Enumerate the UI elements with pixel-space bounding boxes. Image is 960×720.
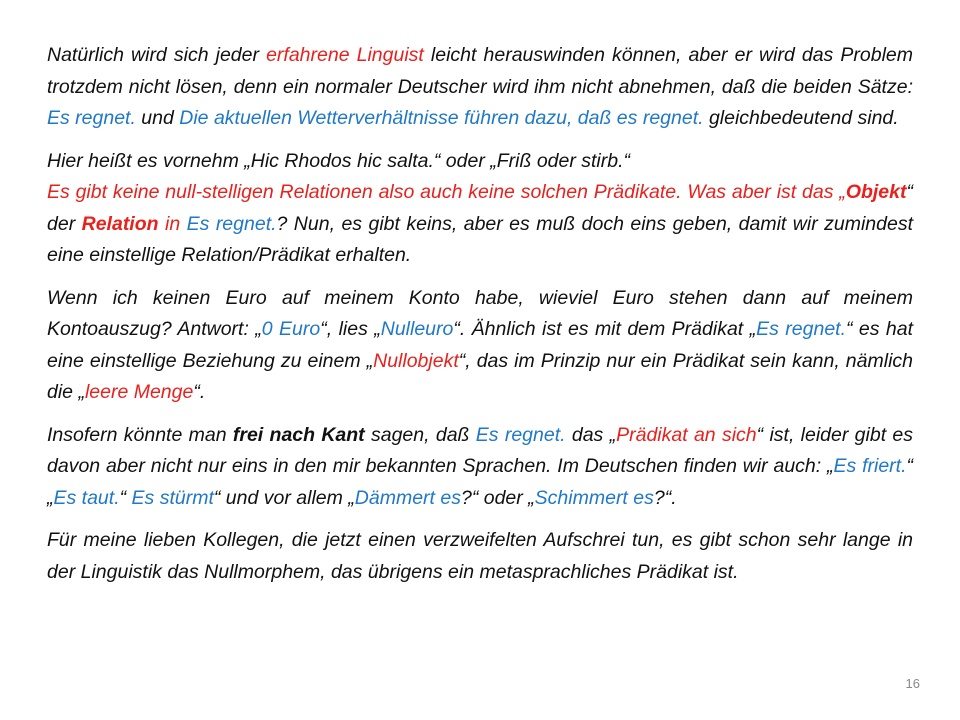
example-sentence: Es taut. bbox=[53, 486, 120, 509]
text-span: “ und vor allem „ bbox=[213, 486, 355, 509]
example-sentence: Nulleuro bbox=[380, 318, 454, 340]
text-span: “ es hat eine einstellige Beziehung zu einem „ bbox=[47, 318, 914, 372]
text-span: gleichbedeutend sind. bbox=[703, 107, 899, 129]
text-span: “ ist, leider gibt es davon aber nicht nur eins in den mir bekannten Sprachen. Im Deutschen finden wir auch: „ bbox=[47, 423, 914, 477]
paragraph-6 bbox=[47, 525, 913, 588]
text-span: Natürlich wird sich jeder bbox=[47, 44, 267, 66]
text-span: ?“ oder „ bbox=[460, 486, 535, 509]
text-span: Wenn ich keinen Euro auf meinem Konto habe, wieviel Euro stehen dann auf meinem Kontoauszug? Antwort: „ bbox=[47, 286, 913, 340]
highlight-red: in bbox=[158, 212, 187, 235]
text-span: ?“. bbox=[653, 486, 677, 509]
paragraph-1 bbox=[47, 40, 913, 135]
example-sentence: Es regnet. bbox=[475, 423, 566, 446]
text-span: Für meine lieben Kollegen, die jetzt einen verzweifelten Aufschrei tun, es gibt schon sehr lange in der Linguistik das Nullmorphem, das übrigens ein metasprachliches Prädikat ist. bbox=[47, 529, 913, 583]
paragraph-3 bbox=[47, 177, 913, 272]
highlight-red: Es gibt keine null-stelligen Relationen also auch keine solchen Prädikate. Was aber ist das „ bbox=[47, 181, 846, 203]
highlight-red: leere Menge bbox=[84, 381, 194, 403]
example-sentence: 0 Euro bbox=[261, 318, 321, 340]
example-sentence: Es regnet. bbox=[186, 212, 277, 235]
example-sentence: Es regnet. bbox=[756, 318, 846, 340]
highlight-red-bold: Objekt bbox=[845, 181, 907, 203]
text-span: und bbox=[135, 107, 180, 129]
text-span: Insofern könnte man bbox=[47, 423, 233, 446]
text-span: “ der bbox=[47, 181, 913, 235]
highlight-red: erfahrene Linguist bbox=[266, 44, 424, 66]
paragraph-4 bbox=[47, 283, 913, 409]
text-span: “. bbox=[193, 381, 206, 403]
highlight-red: Prädikat an sich bbox=[616, 423, 757, 446]
example-sentence: Dämmert es bbox=[354, 486, 461, 509]
example-sentence: Es stürmt bbox=[131, 486, 214, 509]
example-sentence: Die aktuellen Wetterverhältnisse führen dazu, daß es regnet. bbox=[179, 107, 704, 129]
example-sentence: Schimmert es bbox=[534, 486, 654, 509]
text-span: “, lies „ bbox=[320, 318, 381, 340]
bold-phrase: frei nach Kant bbox=[232, 423, 365, 446]
page-number: 16 bbox=[905, 676, 920, 691]
text-span: ? Nun, es gibt keins, aber es muß doch eins geben, damit wir zumindest eine einstellige Relation/Prädikat erhalten. bbox=[47, 212, 913, 266]
text-span: leicht herauswinden können, aber er wird das Problem trotzdem nicht lösen, denn ein normaler Deutscher wird ihm nicht abnehmen, daß die beiden Sätze: bbox=[47, 44, 913, 98]
paragraph-2 bbox=[47, 146, 913, 178]
text-span: sagen, daß bbox=[364, 423, 476, 446]
text-span: “, das im Prinzip nur ein Prädikat sein kann, nämlich die „ bbox=[47, 349, 914, 403]
text-span: Hier heißt es vornehm „Hic Rhodos hic salta.“ oder „Friß oder stirb.“ bbox=[47, 149, 631, 172]
slide-body bbox=[47, 40, 913, 599]
text-span: “ „ bbox=[47, 455, 913, 509]
text-span: “. Ähnlich ist es mit dem Prädikat „ bbox=[453, 318, 757, 340]
text-span: “ bbox=[119, 486, 132, 509]
text-span: das „ bbox=[565, 423, 617, 446]
example-sentence: Es friert. bbox=[833, 455, 907, 477]
highlight-red: Nullobjekt bbox=[373, 349, 459, 372]
paragraph-5 bbox=[47, 420, 913, 515]
highlight-red-bold: Relation bbox=[81, 212, 159, 235]
example-sentence: Es regnet. bbox=[47, 107, 136, 129]
